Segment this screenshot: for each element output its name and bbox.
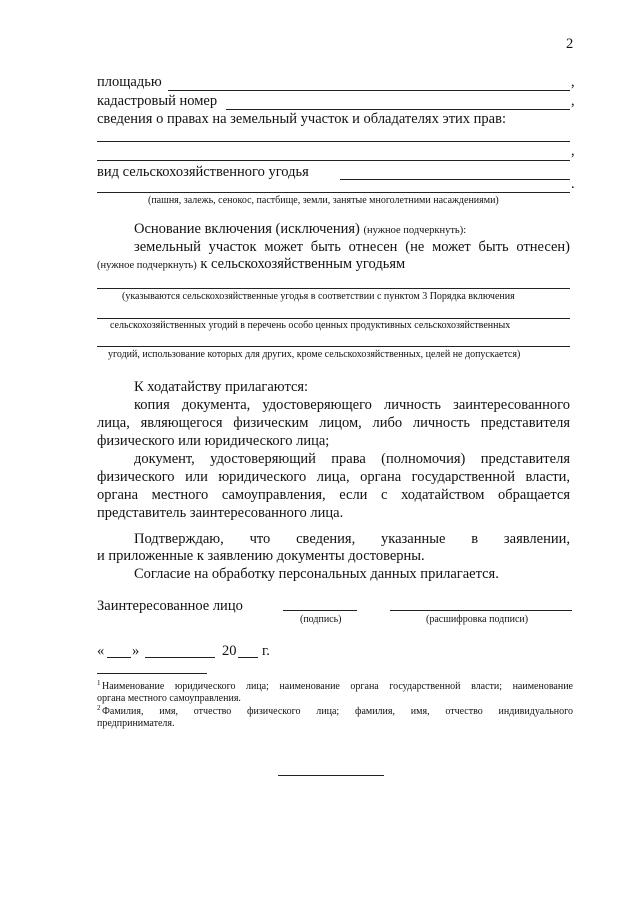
cadastral-underline[interactable] bbox=[226, 109, 570, 110]
basis-underline-2[interactable] bbox=[97, 318, 570, 319]
attachment-2-line-3: органа местного самоуправления, если с ходатайством обращается bbox=[97, 487, 570, 503]
cadastral-comma: , bbox=[571, 93, 575, 109]
attachment-2-line-2: физического или юридического лица, органа государственной власти, bbox=[97, 469, 570, 485]
signature-hint: (подпись) bbox=[300, 614, 342, 625]
signature-decode-underline[interactable] bbox=[390, 610, 572, 611]
confirm-word: Подтверждаю, bbox=[134, 531, 224, 547]
attachments-heading: К ходатайству прилагаются: bbox=[134, 379, 309, 395]
basis-hint-1: (указываются сельскохозяйственные угодья в соответствии с пунктом 3 Порядка включения bbox=[122, 291, 515, 302]
basis-underline-1[interactable] bbox=[97, 288, 570, 289]
land-type-hint: (пашня, залежь, сенокос, пастбище, земли, занятые многолетними насаждениями) bbox=[148, 195, 499, 206]
area-label: площадью bbox=[97, 74, 162, 90]
land-type-label: вид сельскохозяйственного угодья bbox=[97, 164, 309, 180]
attachment-1-line-3: физического или юридического лица; bbox=[97, 433, 330, 449]
basis-line3-main: к сельскохозяйственным угодьям bbox=[200, 256, 406, 272]
confirm-word: указанные bbox=[381, 531, 446, 547]
rights-underline-1[interactable] bbox=[97, 141, 570, 142]
footnote-2-line-2: предпринимателя. bbox=[97, 718, 175, 730]
attachment-2-line-1: документ, удостоверяющий права (полномочия) представителя bbox=[134, 451, 570, 467]
basis-main: Основание включения (исключения) bbox=[134, 221, 360, 237]
footnote-1-mark: 1 bbox=[97, 679, 101, 687]
land-type-period: . bbox=[571, 176, 575, 192]
footnote-1-line-1: Наименование юридического лица; наименование органа государственной власти; наименование bbox=[102, 681, 573, 693]
basis-hint-3: угодий, использование которых для других, кроме сельскохозяйственных, целей не допускается) bbox=[108, 349, 521, 360]
basis-line-1 bbox=[134, 221, 466, 238]
footnote-2-line-1: Фамилия, имя, отчество физического лица; фамилия, имя, отчество индивидуального bbox=[102, 706, 573, 718]
basis-line3-note: (нужное подчеркнуть) bbox=[97, 260, 197, 271]
land-type-underline[interactable] bbox=[340, 179, 570, 180]
footnote-separator bbox=[97, 673, 207, 674]
date-close-quote: » bbox=[132, 643, 140, 659]
signature-decode-hint: (расшифровка подписи) bbox=[426, 614, 529, 625]
confirm-word: заявлении, bbox=[503, 531, 570, 547]
basis-line-2: земельный участок может быть отнесен (не может быть отнесен) bbox=[134, 239, 570, 255]
footnote-1-line-2: органа местного самоуправления. bbox=[97, 693, 241, 705]
date-month-underline[interactable] bbox=[145, 657, 215, 658]
footnote-2 bbox=[97, 702, 573, 730]
signature-label: Заинтересованное лицо bbox=[97, 598, 243, 614]
basis-note: (нужное подчеркнуть): bbox=[363, 225, 467, 236]
confirm-word: что bbox=[249, 531, 271, 547]
basis-hint-2: сельскохозяйственных угодий в перечень особо ценных продуктивных сельскохозяйственных bbox=[110, 320, 511, 331]
cadastral-label: кадастровый номер bbox=[97, 93, 218, 109]
land-type-underline-2[interactable] bbox=[97, 192, 570, 193]
area-comma: , bbox=[571, 74, 575, 90]
confirm-line-1 bbox=[134, 531, 570, 548]
date-day-underline[interactable] bbox=[107, 657, 131, 658]
date-open-quote: « bbox=[97, 643, 105, 659]
basis-underline-3[interactable] bbox=[97, 346, 570, 347]
footnote-2-mark: 2 bbox=[97, 704, 101, 712]
attachment-2-line-4: представитель заинтересованного лица. bbox=[97, 505, 344, 521]
date-year-suffix: г. bbox=[262, 643, 270, 659]
attachment-1-line-1: копия документа, удостоверяющего личность заинтересованного bbox=[134, 397, 570, 413]
confirm-line-3: Согласие на обработку персональных данных прилагается. bbox=[134, 566, 499, 582]
date-year-underline[interactable] bbox=[238, 657, 258, 658]
signature-underline[interactable] bbox=[283, 610, 357, 611]
date-year-prefix: 20 bbox=[222, 643, 237, 659]
confirm-word: сведения, bbox=[296, 531, 356, 547]
confirm-word: в bbox=[471, 531, 479, 547]
attachment-1-line-2: лица, являющегося физическим лицом, либо личность представителя bbox=[97, 415, 570, 431]
rights-label: сведения о правах на земельный участок и обладателях этих прав: bbox=[97, 111, 506, 127]
page-number: 2 bbox=[566, 36, 574, 52]
rights-comma: , bbox=[571, 143, 575, 159]
confirm-line-2: и приложенные к заявлению документы достоверны. bbox=[97, 548, 425, 564]
area-underline[interactable] bbox=[168, 90, 570, 91]
basis-line-3 bbox=[97, 256, 405, 273]
rights-underline-2[interactable] bbox=[97, 160, 570, 161]
bottom-rule bbox=[278, 775, 384, 776]
